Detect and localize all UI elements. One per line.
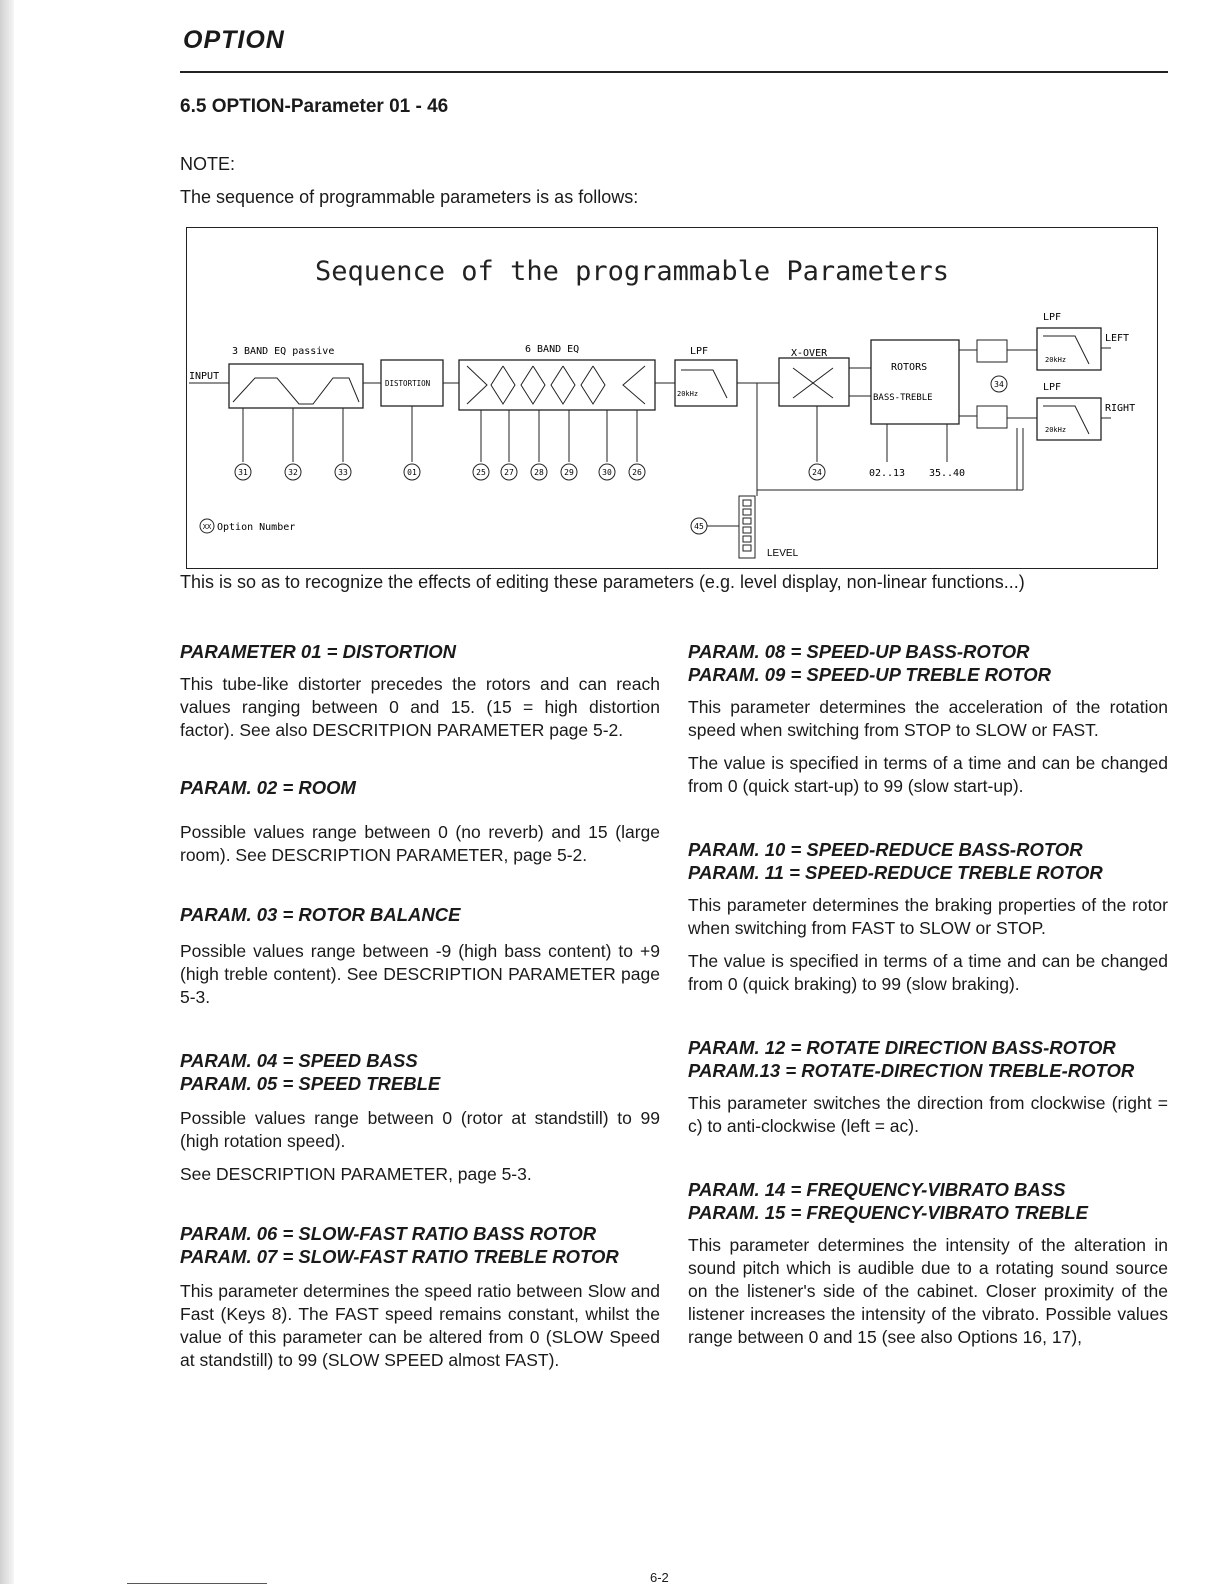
- opt-45: 45: [694, 522, 704, 531]
- eq3-box: [229, 364, 363, 408]
- param-02-text: Possible values range between 0 (no reverb) and 15 (large room). See DESCRIPTION PARAMETER, page 5-2.: [180, 822, 660, 865]
- param-06-07-text: This parameter determines the speed ratio between Slow and Fast (Keys 8). The FAST speed remains constant, whilst the value of this parameter can be altered from 0 (SLOW Speed at standstill) to 99 (SLOW SPEED almost FAST).: [180, 1281, 660, 1370]
- param-03-block: [180, 903, 660, 1009]
- param-12-13-block: [688, 1036, 1168, 1138]
- eq6-shape-3: [521, 366, 545, 404]
- pan-top: [977, 340, 1007, 362]
- param-10-11-block: [688, 838, 1168, 996]
- opt-25: 25: [476, 468, 486, 477]
- diagram-title: Sequence of the programmable Parameters: [315, 256, 949, 287]
- label-lpf-top: LPF: [1043, 312, 1062, 323]
- opt-01: 01: [407, 468, 417, 477]
- param-12-13-text: This parameter switches the direction from clockwise (right = c) to anti-clockwise (left = ac).: [688, 1093, 1168, 1136]
- eq6-shape-4: [551, 366, 575, 404]
- lpf-left-freq: 20kHz: [1045, 356, 1067, 364]
- param-03-text: Possible values range between -9 (high bass content) to +9 (high treble content). See DESCRIPTION PARAMETER page 5-3.: [180, 941, 660, 1007]
- label-3band-eq: 3 BAND EQ passive: [232, 346, 335, 357]
- label-6band-eq: 6 BAND EQ: [525, 344, 580, 355]
- param-04-05-text: Possible values range between 0 (rotor at standstill) to 99 (high rotation speed).: [180, 1108, 660, 1151]
- param-06-heading: PARAM. 06 = SLOW-FAST RATIO BASS ROTOR: [180, 1223, 597, 1244]
- param-10-11-range: The value is specified in terms of a time and can be changed from 0 (quick braking) to 99 (slow braking).: [688, 951, 1168, 994]
- param-14-15-block: [688, 1178, 1168, 1349]
- label-input: INPUT: [189, 371, 220, 382]
- eq6-shape-2: [491, 366, 515, 404]
- eq6-shape-5: [581, 366, 605, 404]
- param-08-heading: PARAM. 08 = SPEED-UP BASS-ROTOR: [688, 641, 1030, 662]
- opt-26: 26: [632, 468, 642, 477]
- label-lpf: LPF: [690, 346, 709, 357]
- pan-bottom: [977, 406, 1007, 428]
- param-02-heading: PARAM. 02 = ROOM: [180, 777, 356, 798]
- param-04-heading: PARAM. 04 = SPEED BASS: [180, 1050, 418, 1071]
- param-13-heading: PARAM.13 = ROTATE-DIRECTION TREBLE-ROTOR: [688, 1060, 1135, 1081]
- param-04-05-block: [180, 1049, 660, 1186]
- param-03-heading: PARAM. 03 = ROTOR BALANCE: [180, 904, 461, 925]
- param-12-heading: PARAM. 12 = ROTATE DIRECTION BASS-ROTOR: [688, 1037, 1116, 1058]
- page-header: OPTION: [183, 26, 285, 54]
- param-08-09-text: This parameter determines the acceleration of the rotation speed when switching from STOP to SLOW or FAST.: [688, 697, 1168, 740]
- opt-34: 34: [994, 380, 1004, 389]
- right-column: [688, 640, 1168, 1349]
- label-xover: X-OVER: [791, 348, 828, 359]
- left-column: [180, 640, 660, 1372]
- opt-sample: XX: [202, 523, 212, 531]
- opt-24: 24: [812, 468, 822, 477]
- param-01-block: [180, 640, 660, 742]
- opt-27: 27: [504, 468, 514, 477]
- label-left: LEFT: [1105, 333, 1130, 344]
- param-08-09-block: [688, 640, 1168, 798]
- param-15-heading: PARAM. 15 = FREQUENCY-VIBRATO TREBLE: [688, 1202, 1089, 1223]
- eq6-shape-1: [467, 366, 487, 404]
- opt-29: 29: [564, 468, 574, 477]
- param-14-heading: PARAM. 14 = FREQUENCY-VIBRATO BASS: [688, 1179, 1066, 1200]
- param-10-heading: PARAM. 10 = SPEED-REDUCE BASS-ROTOR: [688, 839, 1083, 860]
- level-label: LEVEL: [767, 548, 799, 559]
- parameter-diagram: [186, 227, 1158, 569]
- opt-33: 33: [338, 468, 348, 477]
- intro-text: The sequence of programmable parameters is as follows:: [180, 187, 639, 207]
- param-04-05-see: See DESCRIPTION PARAMETER, page 5-3.: [180, 1164, 532, 1184]
- note-label: NOTE:: [180, 154, 236, 174]
- opt-28: 28: [534, 468, 544, 477]
- opt-30: 30: [602, 468, 612, 477]
- diagram-svg: [187, 228, 1159, 570]
- opt-31: 31: [238, 468, 248, 477]
- param-10-11-text: This parameter determines the braking properties of the rotor when switching from FAST to SLOW or STOP.: [688, 895, 1168, 938]
- distortion-label: DISTORTION: [385, 379, 431, 388]
- param-02-block: [180, 776, 660, 867]
- param-08-09-range: The value is specified in terms of a time and can be changed from 0 (quick start-up) to 99 (slow start-up).: [688, 753, 1168, 796]
- eq6-shape-6: [623, 366, 645, 404]
- page-number: 6-2: [650, 1570, 669, 1585]
- opt-02-13: 02..13: [868, 468, 906, 479]
- param-11-heading: PARAM. 11 = SPEED-REDUCE TREBLE ROTOR: [688, 862, 1103, 883]
- lpf-right-freq: 20kHz: [1045, 426, 1067, 434]
- header-rule: [180, 71, 1168, 73]
- param-07-heading: PARAM. 07 = SLOW-FAST RATIO TREBLE ROTOR: [180, 1246, 619, 1267]
- param-01-heading: PARAMETER 01 = DISTORTION: [180, 641, 457, 662]
- rotors-box: [871, 340, 959, 424]
- diagram-caption: This is so as to recognize the effects of editing these parameters (e.g. level display, non-linear functions...): [180, 572, 1025, 592]
- rotors-label: ROTORS: [891, 362, 928, 373]
- param-05-heading: PARAM. 05 = SPEED TREBLE: [180, 1073, 441, 1094]
- lpf-freq: 20kHz: [677, 390, 699, 398]
- level-segments: [743, 500, 751, 551]
- param-14-15-text: This parameter determines the intensity of the alteration in sound pitch which is audible due to a rotating sound source on the listener's side of the cabinet. Closer proximity of the listener increases the intensity of the vibrato. Possible values range between 0 and 15 (see also Options 16, 17),: [688, 1235, 1168, 1347]
- label-right: RIGHT: [1105, 403, 1136, 414]
- param-01-text: This tube-like distorter precedes the rotors and can reach values ranging between 0 and 15. (15 = high distortion factor). See also DESCRITPION PARAMETER page 5-2.: [180, 674, 660, 740]
- param-09-heading: PARAM. 09 = SPEED-UP TREBLE ROTOR: [688, 664, 1052, 685]
- section-title: 6.5 OPTION-Parameter 01 - 46: [180, 96, 449, 117]
- label-lpf-bottom: LPF: [1043, 382, 1062, 393]
- param-06-07-block: [180, 1222, 660, 1372]
- eq3-curve: [233, 378, 359, 404]
- bass-treble-label: BASS-TREBLE: [873, 393, 933, 403]
- opt-35-40: 35..40: [928, 468, 966, 479]
- scan-edge: [0, 0, 14, 1584]
- eq6-box: [459, 360, 655, 410]
- opt-32: 32: [288, 468, 298, 477]
- lpf-box: [675, 360, 737, 406]
- option-number-legend: Option Number: [217, 522, 296, 533]
